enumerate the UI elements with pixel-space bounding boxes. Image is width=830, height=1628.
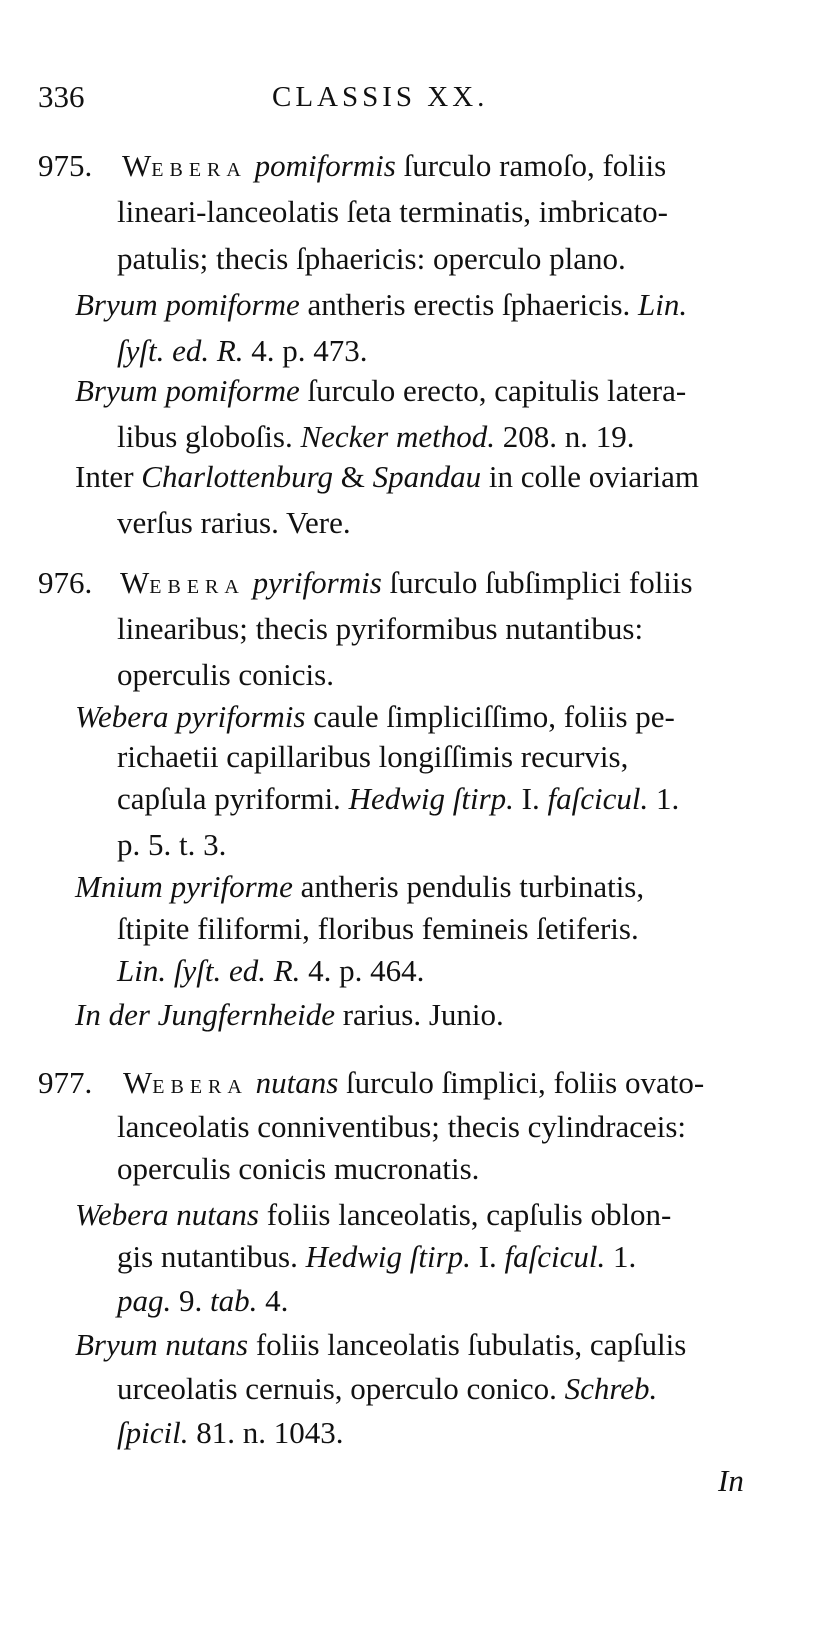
- roman-text: Inter: [75, 459, 142, 494]
- roman-text: ſurculo erecto, capitulis latera-: [299, 373, 687, 408]
- roman-text: I.: [470, 1239, 505, 1274]
- text-line: [75, 698, 675, 736]
- italic-text: Schreb.: [564, 1371, 658, 1406]
- italic-text: Lin. ſyſt. ed. R.: [117, 953, 301, 988]
- text-line: [120, 564, 693, 606]
- roman-text: 4.: [257, 1283, 289, 1318]
- roman-text: lineari-lanceolatis ſeta terminatis, imbricato-: [117, 194, 668, 229]
- italic-text: Hedwig ſtirp.: [348, 781, 514, 816]
- roman-text: antheris pendulis turbinatis,: [292, 869, 645, 904]
- roman-text: ſurculo ſubſimplici foliis: [381, 565, 693, 600]
- text-line: [117, 1414, 343, 1452]
- text-line: [117, 780, 679, 818]
- roman-text: I.: [513, 781, 548, 816]
- roman-text: libus globoſis.: [117, 419, 301, 454]
- text-line: [117, 193, 668, 231]
- roman-text: p. 5. t. 3.: [117, 827, 227, 862]
- italic-text: pyriformis: [244, 565, 382, 600]
- text-line: [117, 910, 639, 948]
- roman-text: patulis; thecis ſphaericis: operculo plano.: [117, 241, 626, 276]
- text-line: [117, 1370, 657, 1408]
- text-line: [117, 1238, 636, 1276]
- text-line: [75, 458, 699, 496]
- text-line: [117, 1282, 288, 1320]
- text-line: [117, 656, 334, 694]
- italic-text: Charlottenburg: [141, 459, 334, 494]
- roman-text: caule ſimpliciſſimo, foliis pe-: [305, 699, 675, 734]
- italic-text: Webera nutans: [75, 1197, 259, 1232]
- small-caps-text: EBERA: [152, 1076, 248, 1098]
- page-number: 336: [38, 79, 85, 114]
- italic-text: tab.: [210, 1283, 258, 1318]
- text-line: [122, 147, 666, 189]
- italic-text: pag.: [117, 1283, 172, 1318]
- roman-text: 208. n. 19.: [495, 419, 635, 454]
- roman-text: foliis lanceolatis, capſulis oblon-: [259, 1197, 672, 1232]
- text-line: [75, 286, 687, 324]
- roman-text: &: [333, 459, 373, 494]
- italic-text: In der Jungfernheide: [75, 997, 335, 1032]
- entry-number: 975.: [38, 148, 93, 183]
- running-title: CLASSIS XX.: [272, 81, 489, 113]
- roman-text: ſurculo ramoſo, foliis: [395, 148, 667, 183]
- text-line: [117, 240, 626, 278]
- roman-text: gis nutantibus.: [117, 1239, 306, 1274]
- entry-number: 977.: [38, 1065, 93, 1100]
- roman-text: in colle oviariam: [481, 459, 699, 494]
- text-line: [117, 418, 635, 456]
- roman-text: urceolatis cernuis, operculo conico.: [117, 1371, 565, 1406]
- small-caps-text: EBERA: [149, 576, 245, 598]
- roman-text: 4. p. 464.: [300, 953, 425, 988]
- text-line: [75, 868, 644, 906]
- roman-text: foliis lanceolatis ſubulatis, capſulis: [248, 1327, 687, 1362]
- text-line: [117, 1150, 479, 1188]
- italic-text: nutans: [247, 1065, 339, 1100]
- italic-text: faſcicul.: [504, 1239, 606, 1274]
- roman-text: rarius. Junio.: [334, 997, 504, 1032]
- italic-text: Webera pyriformis: [75, 699, 306, 734]
- text-line: [117, 1108, 686, 1146]
- roman-text: verſus rarius. Vere.: [117, 505, 351, 540]
- italic-text: faſcicul.: [547, 781, 649, 816]
- roman-text: operculis conicis mucronatis.: [117, 1151, 480, 1186]
- roman-text: W: [120, 565, 150, 600]
- roman-text: capſula pyriformi.: [117, 781, 349, 816]
- italic-text: ſpicil.: [117, 1415, 189, 1450]
- text-line: [117, 610, 643, 648]
- roman-text: operculis conicis.: [117, 657, 334, 692]
- catchword: In: [718, 1463, 744, 1498]
- roman-text: 1.: [648, 781, 680, 816]
- italic-text: Lin.: [638, 287, 688, 322]
- entry-number: 976.: [38, 565, 93, 600]
- roman-text: 81. n. 1043.: [188, 1415, 344, 1450]
- roman-text: W: [123, 1065, 153, 1100]
- italic-text: Mnium pyriforme: [75, 869, 293, 904]
- roman-text: W: [122, 148, 152, 183]
- roman-text: antheris erectis ſphaericis.: [299, 287, 639, 322]
- roman-text: 4. p. 473.: [243, 333, 368, 368]
- text-line: [117, 738, 628, 776]
- italic-text: Bryum pomiforme: [75, 287, 300, 322]
- text-line: [75, 1196, 671, 1234]
- text-line: [117, 332, 368, 370]
- roman-text: ſtipite filiformi, floribus femineis ſetiferis.: [117, 911, 639, 946]
- text-line: [75, 996, 504, 1034]
- text-line: [117, 952, 424, 990]
- roman-text: 1.: [605, 1239, 637, 1274]
- text-line: [75, 1326, 686, 1364]
- small-caps-text: EBERA: [151, 159, 247, 181]
- italic-text: Necker method.: [300, 419, 495, 454]
- italic-text: Bryum pomiforme: [75, 373, 300, 408]
- text-line: [117, 504, 351, 542]
- text-line: [75, 372, 686, 410]
- italic-text: Bryum nutans: [75, 1327, 249, 1362]
- text-line: [123, 1064, 704, 1106]
- roman-text: lanceolatis conniventibus; thecis cylindraceis:: [117, 1109, 687, 1144]
- italic-text: Hedwig ſtirp.: [305, 1239, 471, 1274]
- italic-text: ſyſt. ed. R.: [117, 333, 244, 368]
- roman-text: 9.: [171, 1283, 210, 1318]
- italic-text: Spandau: [372, 459, 482, 494]
- roman-text: ſurculo ſimplici, foliis ovato-: [338, 1065, 705, 1100]
- text-line: [117, 826, 226, 864]
- roman-text: linearibus; thecis pyriformibus nutantibus:: [117, 611, 644, 646]
- italic-text: pomiformis: [246, 148, 396, 183]
- roman-text: richaetii capillaribus longiſſimis recurvis,: [117, 739, 629, 774]
